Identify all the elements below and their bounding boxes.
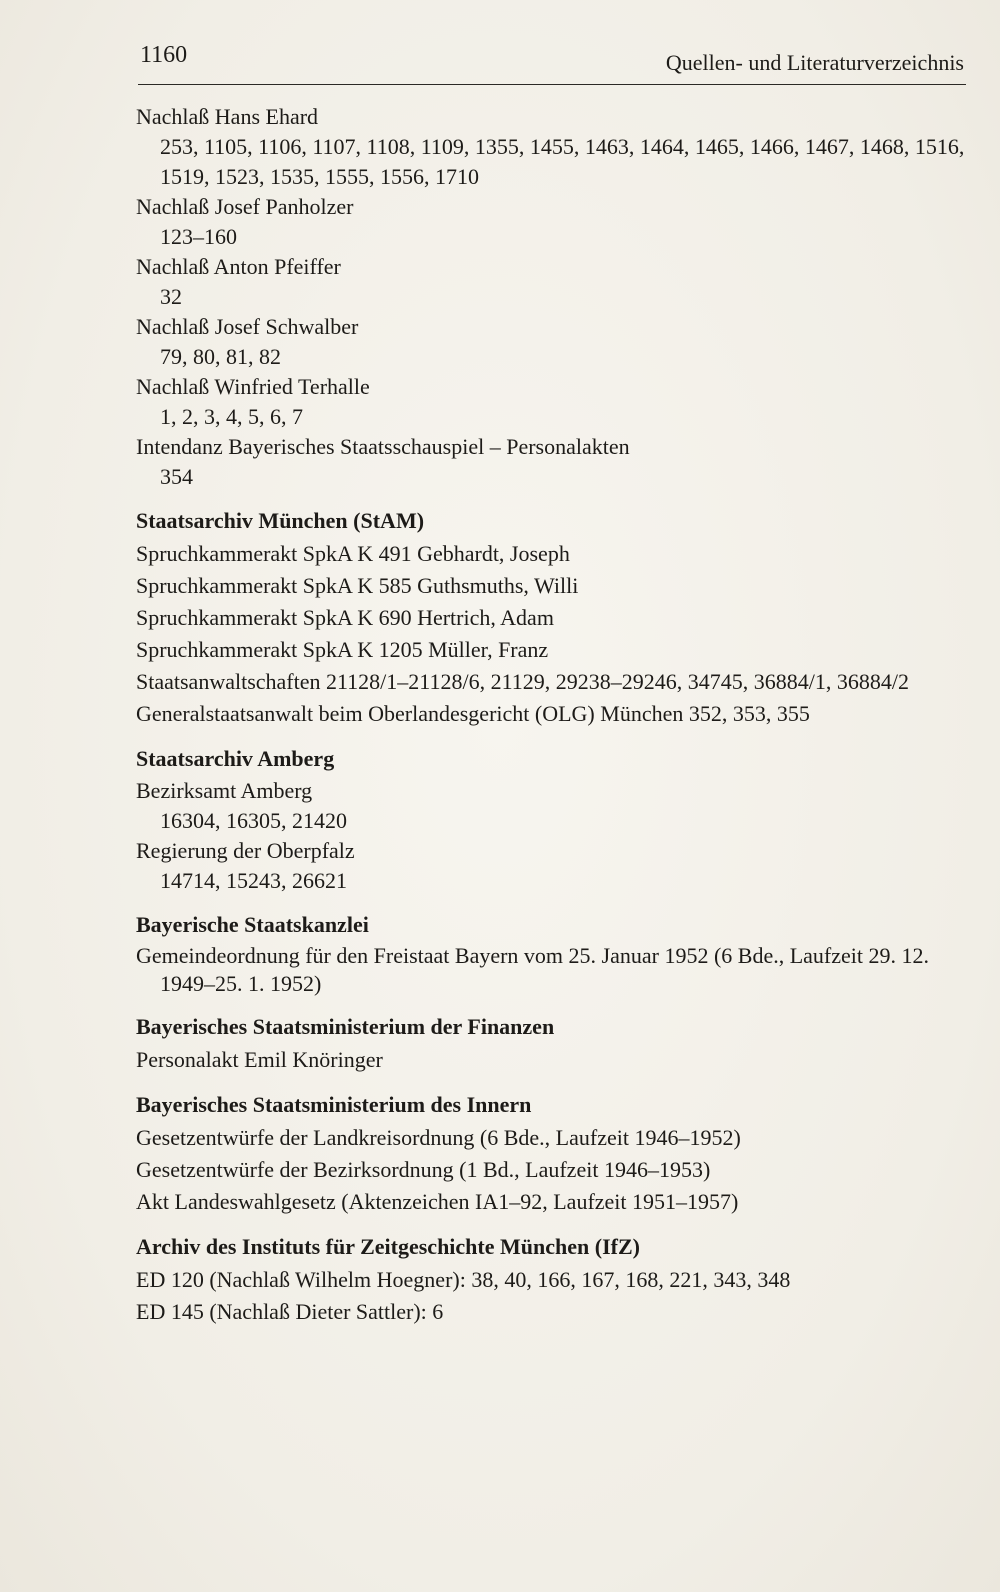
archive-line-item: Spruchkammerakt SpkA K 1205 Müller, Franz <box>136 637 549 662</box>
archive-line-item: Generalstaatsanwalt beim Oberlandesgericht (OLG) München 352, 353, 355 <box>136 701 810 726</box>
archive-line-item: Personalakt Emil Knöringer <box>136 1047 383 1072</box>
entry-title: Nachlaß Hans Ehard <box>136 104 319 129</box>
archive-line-item: Gemeindeordnung für den Freistaat Bayern vom 25. Januar 1952 (6 Bde., Laufzeit 29. 12. 1949–25. 1. 1952) <box>136 943 930 996</box>
archive-entry <box>136 432 966 492</box>
entry-values: 32 <box>160 284 182 309</box>
section-heading: Bayerisches Staatsministerium des Innern <box>136 1092 532 1117</box>
section-heading: Archiv des Instituts für Zeitgeschichte München (IfZ) <box>136 1234 640 1259</box>
section-heading: Bayerisches Staatsministerium der Finanzen <box>136 1014 555 1039</box>
entry-title: Regierung der Oberpfalz <box>136 838 355 863</box>
section-heading: Staatsarchiv München (StAM) <box>136 508 425 533</box>
archive-section <box>136 1012 966 1076</box>
archive-entry <box>136 252 966 312</box>
archive-line-item: Akt Landeswahlgesetz (Aktenzeichen IA1–92, Laufzeit 1951–1957) <box>136 1189 739 1214</box>
archive-entry <box>136 776 966 836</box>
archive-line-item: Gesetzentwürfe der Landkreisordnung (6 Bde., Laufzeit 1946–1952) <box>136 1125 741 1150</box>
archive-section <box>136 910 966 998</box>
entry-values: 354 <box>160 464 193 489</box>
archive-entry <box>136 312 966 372</box>
archive-entry <box>136 102 966 192</box>
section-heading: Bayerische Staatskanzlei <box>136 912 369 937</box>
entry-title: Nachlaß Anton Pfeiffer <box>136 254 341 279</box>
archive-line-item: Spruchkammerakt SpkA K 491 Gebhardt, Joseph <box>136 541 570 566</box>
entry-values: 79, 80, 81, 82 <box>160 344 281 369</box>
archive-line-item: Staatsanwaltschaften 21128/1–21128/6, 21129, 29238–29246, 34745, 36884/1, 36884/2 <box>136 669 909 694</box>
bibliography-content <box>136 102 966 1328</box>
running-title: Quellen- und Literaturverzeichnis <box>665 50 964 75</box>
page-number: 1160 <box>140 42 188 68</box>
archive-section <box>136 744 966 896</box>
archive-section <box>136 1232 966 1328</box>
entry-values: 123–160 <box>160 224 237 249</box>
archive-entry <box>136 836 966 896</box>
entry-title: Bezirksamt Amberg <box>136 778 313 803</box>
archive-line-item: ED 120 (Nachlaß Wilhelm Hoegner): 38, 40, 166, 167, 168, 221, 343, 348 <box>136 1267 791 1292</box>
archive-line-item: ED 145 (Nachlaß Dieter Sattler): 6 <box>136 1299 444 1324</box>
entry-values: 16304, 16305, 21420 <box>160 808 347 833</box>
archive-section <box>136 102 966 492</box>
page-header <box>138 38 966 85</box>
archive-line-item: Spruchkammerakt SpkA K 585 Guthsmuths, Willi <box>136 573 579 598</box>
section-heading: Staatsarchiv Amberg <box>136 746 335 771</box>
entry-values: 253, 1105, 1106, 1107, 1108, 1109, 1355, 1455, 1463, 1464, 1465, 1466, 1467, 1468, 1516, 1519, 1523, 1535, 1555, 1556, 1710 <box>160 134 965 189</box>
archive-entry <box>136 192 966 252</box>
entry-title: Nachlaß Josef Schwalber <box>136 314 359 339</box>
entry-values: 14714, 15243, 26621 <box>160 868 347 893</box>
archive-entry <box>136 372 966 432</box>
entry-title: Intendanz Bayerisches Staatsschauspiel – Personalakten <box>136 434 630 459</box>
archive-line-item: Spruchkammerakt SpkA K 690 Hertrich, Adam <box>136 605 554 630</box>
archive-section <box>136 1090 966 1218</box>
entry-values: 1, 2, 3, 4, 5, 6, 7 <box>160 404 303 429</box>
entry-title: Nachlaß Winfried Terhalle <box>136 374 370 399</box>
archive-line-item: Gesetzentwürfe der Bezirksordnung (1 Bd., Laufzeit 1946–1953) <box>136 1157 711 1182</box>
archive-section <box>136 506 966 730</box>
entry-title: Nachlaß Josef Panholzer <box>136 194 354 219</box>
